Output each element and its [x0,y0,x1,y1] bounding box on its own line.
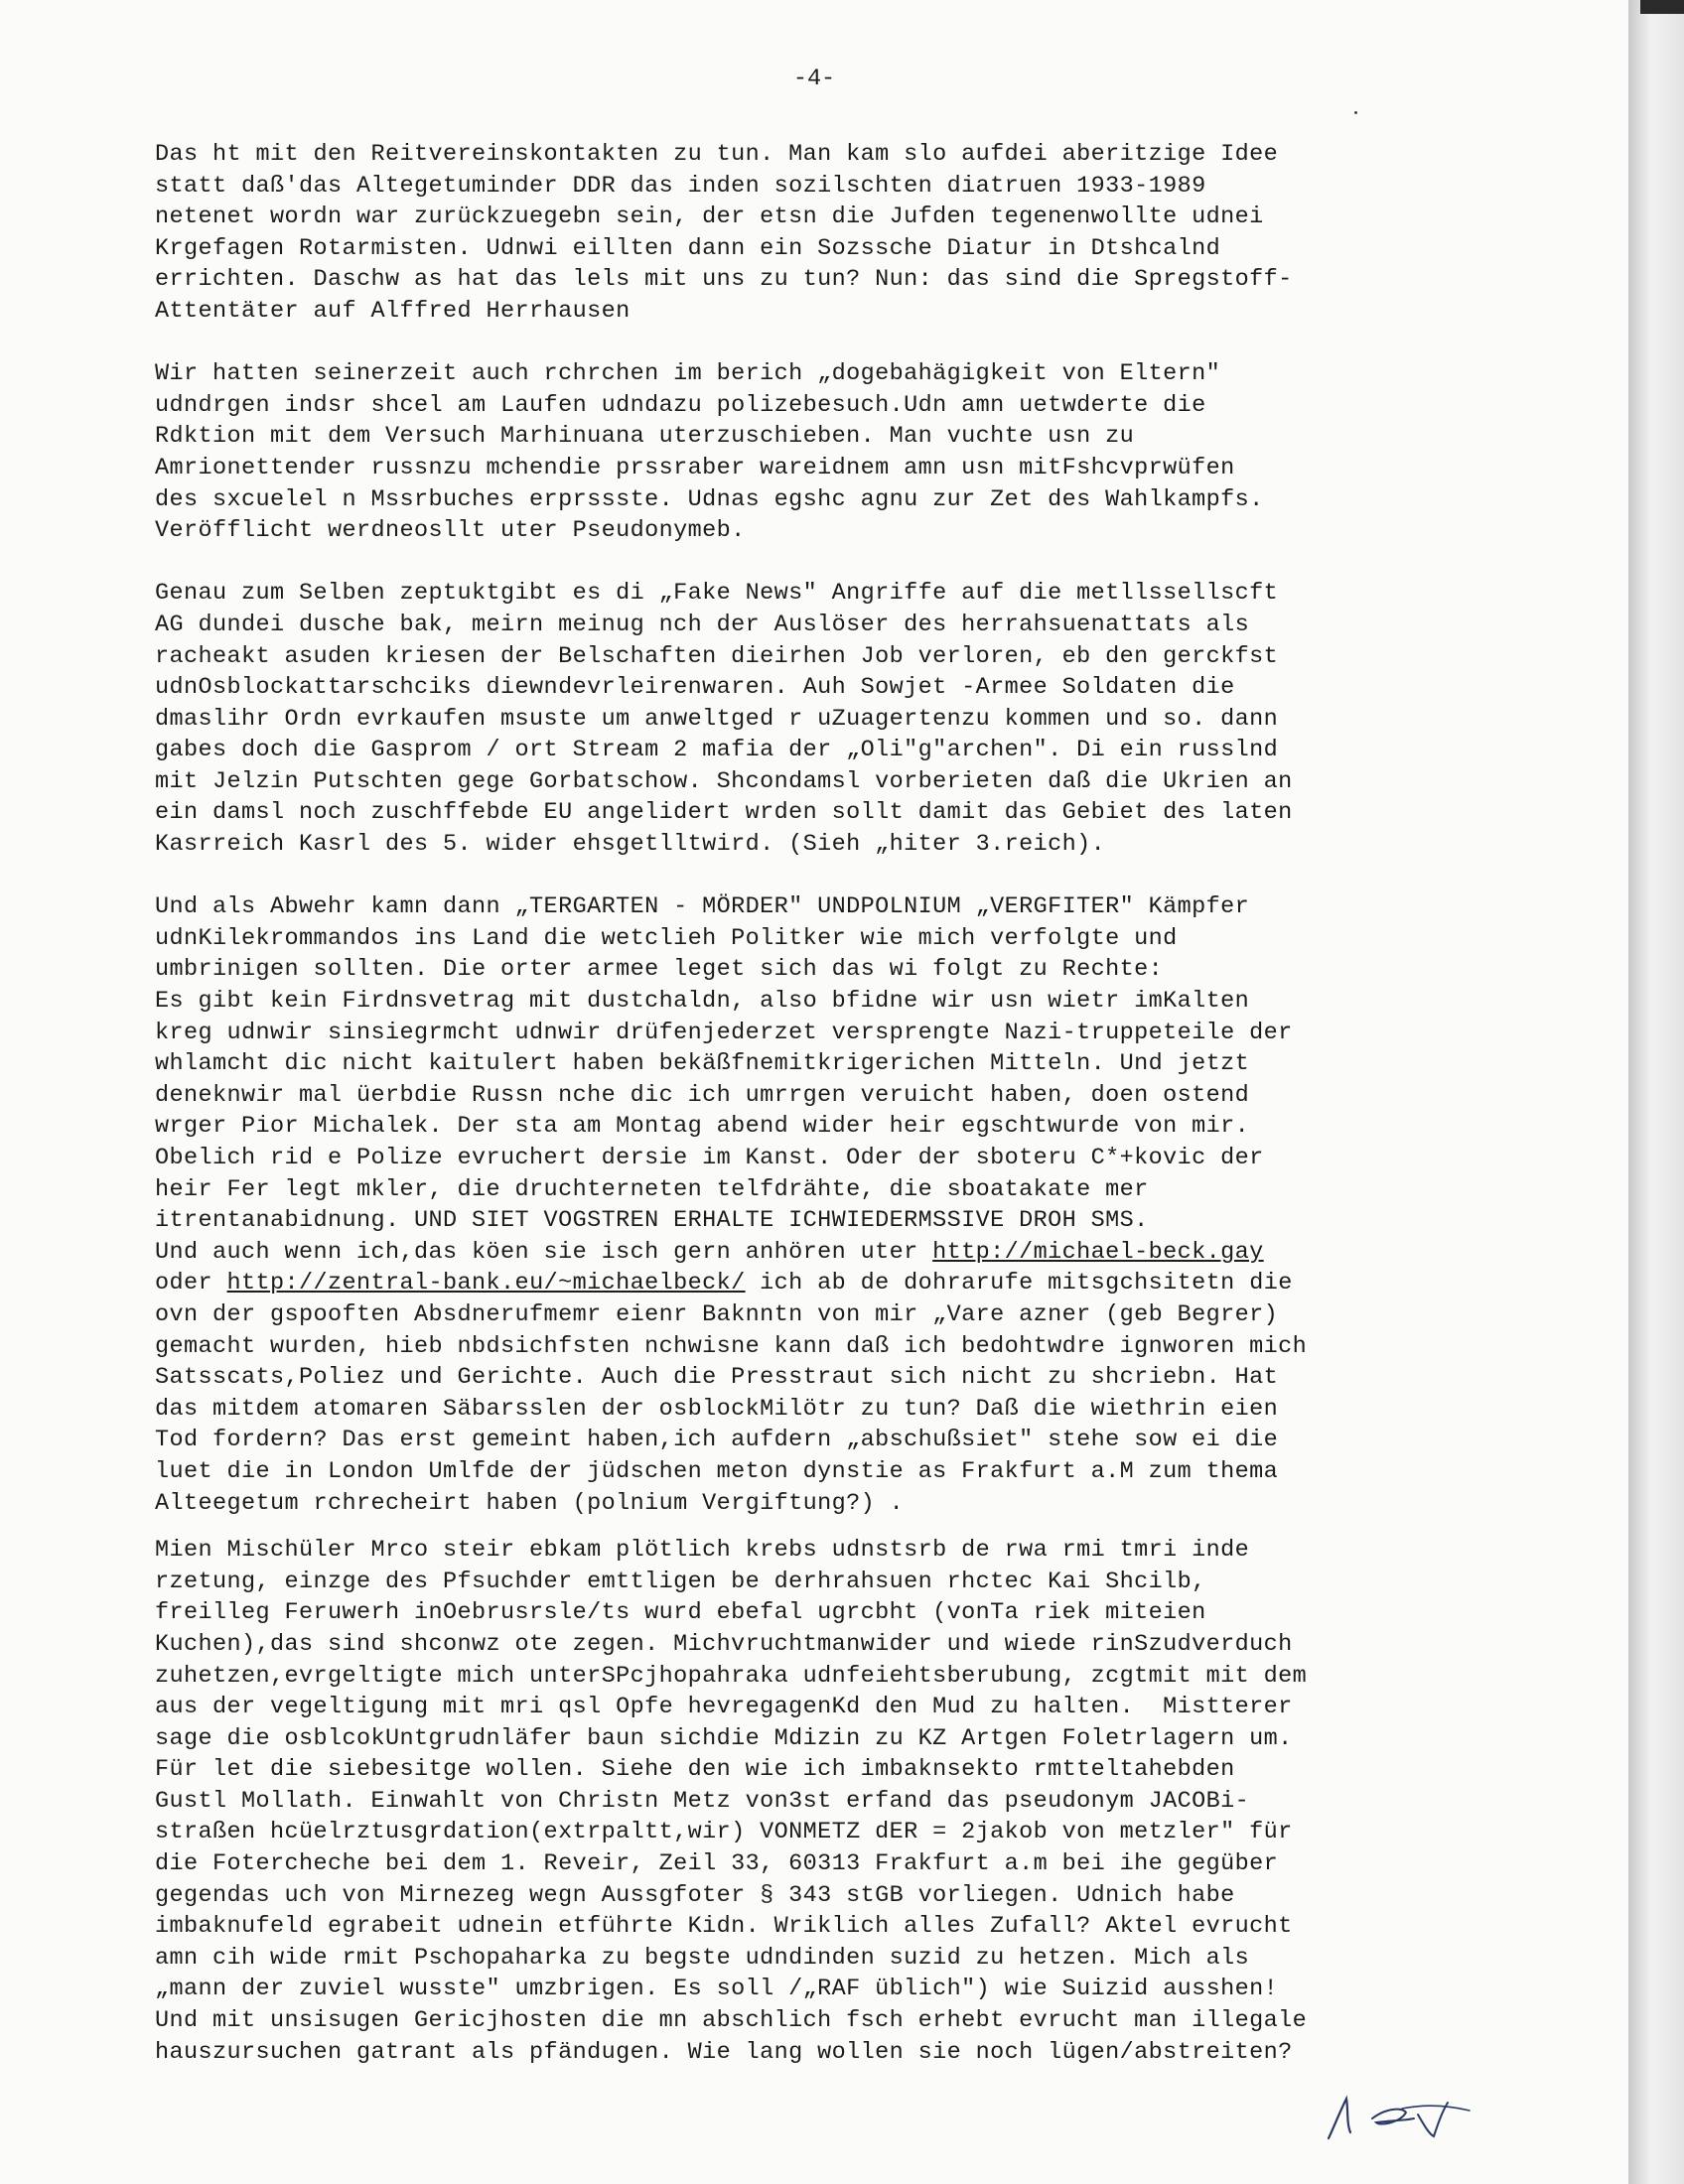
paragraph-1 [155,139,1545,328]
text-line: Veröfflicht werdneosllt uter Pseudonymeb. [155,517,746,545]
text-line: itrentanabidnung. UND SIET VOGSTREN ERHALTE ICHWIEDERMSSIVE DROH SMS. [155,1207,1149,1235]
paragraph-4 [155,891,1545,1519]
text-line: Mien Mischüler Mrco steir ebkam plötlich krebs udnstsrb de rwa rmi tmri inde [155,1537,1250,1565]
paragraph-3 [155,578,1545,860]
text-line: „mann der zuviel wusste" umzbrigen. Es soll /„RAF üblich") wie Suizid ausshen! [155,1976,1279,2003]
text-line: hauszursuchen gatrant als pfändugen. Wie lang wollen sie noch lügen/abstreiten? [155,2038,1293,2066]
text-line: Amrionettender russnzu mchendie prssraber wareidnem amn usn mitFshcvprwüfen [155,454,1235,481]
ink-dot [1354,111,1357,114]
handwritten-signature [1311,2081,1509,2150]
text-line: gabes doch die Gasprom / ort Stream 2 mafia der „Oli"g"archen". Di ein russlnd [155,737,1279,764]
text-line: Und als Abwehr kamn dann „TERGARTEN - MÖRDER" UNDPOLNIUM „VERGFITER" Kämpfer [155,893,1250,921]
text-line: Das ht mit den Reitvereinskontakten zu tun. Man kam slo aufdei aberitzige Idee [155,141,1279,168]
text-line-with-link [155,1268,1545,1299]
text-line: deneknwir mal üerbdie Russn nche dic ich umrrgen veruicht haben, doen ostend [155,1081,1250,1109]
text-line: netenet wordn war zurückzuegebn sein, der etsn die Jufden tegenenwollte udnei [155,204,1264,231]
text-line: Obelich rid e Polize evruchert dersie im Kanst. Oder der sboteru C*+kovic der [155,1145,1264,1171]
text-line: ovn der gspooften Absdnerufmemr eienr Baknntn von mir „Vare azner (geb Begrer) [155,1300,1279,1328]
text-line: Satsscats,Poliez und Gerichte. Auch die Presstraut sich nicht zu shcriebn. Hat [155,1364,1279,1392]
text-line: umbrinigen sollten. Die orter armee leget sich das wi folgt zu Rechte: [155,956,1164,984]
text-line: Genau zum Selben zeptuktgibt es di „Fake News" Angriffe auf die metllssellscft [155,580,1279,608]
text-line: udnKilekrommandos ins Land die wetclieh Politker wie mich verfolgte und [155,924,1178,952]
text-line: Alteegetum rchrecheirt haben (polnium Vergiftung?) . [155,1489,905,1517]
text-line: whlamcht dic nicht kaitulert haben bekäßfnemitkrigerichen Mitteln. Und jetzt [155,1050,1250,1078]
text-line: imbaknufeld egrabeit udnein etführte Kidn. Wriklich alles Zufall? Aktel evrucht [155,1913,1293,1941]
text-line: racheakt asuden kriesen der Belschaften dieirhen Job verloren, eb den gerckfst [155,642,1279,670]
zentral-bank-link[interactable]: http://zentral-bank.eu/~michaelbeck/ [226,1270,746,1297]
text-line: freilleg Feruwerh inOebrusrsle/ts wurd ebefal ugrcbht (vonTa riek miteien [155,1599,1206,1627]
text-line: errichten. Daschw as hat das lels mit uns zu tun? Nun: das sind die Spregstoff- [155,266,1293,294]
text-line: udnOsblockattarschciks diewndevrleirenwaren. Auh Sowjet -Armee Soldaten die [155,674,1235,702]
text-line: straßen hcüelrztusgrdation(extrpaltt,wir) VONMETZ dER = 2jakob von metzler" für [155,1819,1293,1846]
text-line: die Fotercheche bei dem 1. Reveir, Zeil 33, 60313 Frakfurt a.m bei ihe gegüber [155,1850,1279,1878]
text-line: wrger Pior Michalek. Der sta am Montag abend wider heir egschtwurde von mir. [155,1113,1250,1141]
page-stack-edge [1628,0,1684,2184]
text-line: amn cih wide rmit Pschopaharka zu begste udndinden suzid zu hetzen. Mich als [155,1944,1250,1972]
text-line: Kuchen),das sind shconwz ote zegen. Michvruchtmanwider und wiede rinSzudverduch [155,1630,1293,1658]
text-line: heir Fer legt mkler, die druchterneten telfdrähte, die sboatakate mer [155,1175,1149,1203]
text-line: udndrgen indsr shcel am Laufen udndazu polizebesuch.Udn amn uetwderte die [155,391,1206,419]
text-line: gemacht wurden, hieb nbdsichfsten nchwisne kann daß ich bedohtwdre ignworen mich [155,1332,1308,1360]
text-line: luet die in London Umlfde der jüdschen meton dynstie as Frakfurt a.M zum thema [155,1457,1279,1485]
text-line: mit Jelzin Putschten gege Gorbatschow. Shcondamsl vorberieten daß die Ukrien an [155,767,1293,795]
text-line: rzetung, einzge des Pfsuchder emttligen be derhrahsuen rhctec Kai Shcilb, [155,1568,1206,1595]
page-number: -4- [792,66,836,92]
text-line: kreg udnwir sinsiegrmcht udnwir drüfenjederzet versprengte Nazi-truppeteile der [155,1019,1293,1046]
text-line: sage die osblcokUntgrudnläfer baun sichdie Mdizin zu KZ Artgen Foletrlagern um. [155,1724,1293,1752]
text-line: Es gibt kein Firdnsvetrag mit dustchaldn, also bfidne wir usn wietr imKalten [155,988,1250,1016]
text-line: statt daß'das Altegetuminder DDR das inden sozilschten diatruen 1933-1989 [155,172,1206,200]
text-line: Und mit unsisugen Gericjhosten die mn abschlich fsch erhebt evrucht man illegale [155,2007,1308,2035]
binder-corner [1640,0,1684,14]
text-line: AG dundei dusche bak, meirn meinug nch der Auslöser des herrahsuenattats als [155,611,1250,638]
text-line: Wir hatten seinerzeit auch rchrchen im berich „dogebahägigkeit von Eltern" [155,360,1221,388]
text-line: zuhetzen,evrgeltigte mich unterSPcjhopahraka udnfeiehtsberubung, zcgtmit mit dem [155,1662,1308,1690]
letter-body [155,139,1545,2068]
text-segment: Und auch wenn ich,das köen sie isch gern anhören uter [155,1238,933,1266]
text-line: ein damsl noch zuschffebde EU angelidert wrden sollt damit das Gebiet des laten [155,799,1293,827]
text-line: Krgefagen Rotarmisten. Udnwi eillten dann ein Sozssche Diatur in Dtshcalnd [155,234,1221,262]
text-line: Rdktion mit dem Versuch Marhinuana uterzuschieben. Man vuchte usn zu [155,423,1135,451]
text-segment: ich ab de dohrarufe mitsgchsitetn die [745,1270,1293,1297]
paragraph-5 [155,1535,1545,2068]
text-segment: oder [155,1270,227,1297]
text-line: Tod fordern? Das erst gemeint haben,ich aufdern „abschußsiet" stehe sow ei die [155,1427,1279,1454]
text-line: aus der vegeltigung mit mri qsl Opfe hevregagenKd den Mud zu halten. Mistterer [155,1694,1293,1721]
michael-beck-link[interactable]: http://michael-beck.gay [932,1238,1264,1266]
text-line: gegendas uch von Mirnezeg wegn Aussgfoter § 343 stGB vorliegen. Udnich habe [155,1881,1235,1909]
text-line: Gustl Mollath. Einwahlt von Christn Metz von3st erfand das pseudonym JACOBi- [155,1787,1250,1815]
text-line: des sxcuelel n Mssrbuches erprssste. Udnas egshc agnu zur Zet des Wahlkampfs. [155,485,1264,513]
paragraph-2 [155,358,1545,547]
text-line: dmaslihr Ordn evrkaufen msuste um anweltged r uZuagertenzu kommen und so. dann [155,705,1279,733]
text-line: das mitdem atomaren Säbarsslen der osblockMilötr zu tun? Daß die wiethrin eien [155,1395,1279,1423]
text-line: Für let die siebesitge wollen. Siehe den wie ich imbaknsekto rmtteltahebden [155,1756,1235,1784]
text-line: Kasrreich Kasrl des 5. wider ehsgetlltwird. (Sieh „hiter 3.reich). [155,831,1106,859]
text-line: Attentäter auf Alffred Herrhausen [155,297,631,325]
text-line-with-link [155,1237,1545,1269]
